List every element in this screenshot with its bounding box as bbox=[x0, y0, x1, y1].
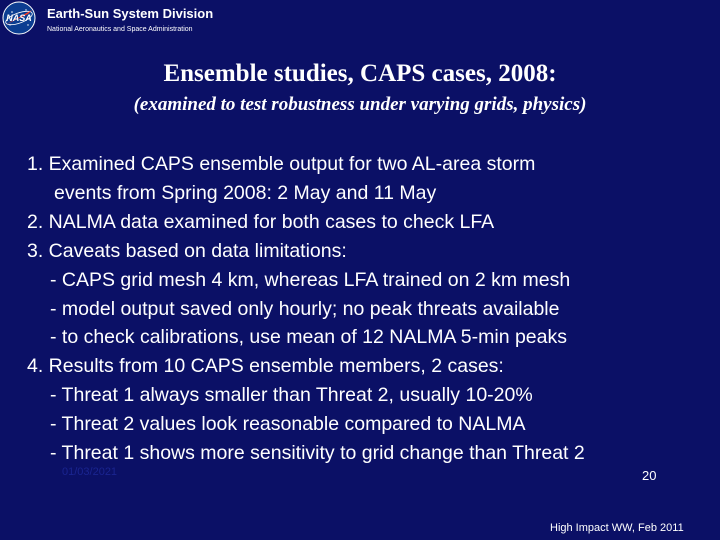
nasa-logo-icon bbox=[2, 1, 36, 35]
list-item-continuation: events from Spring 2008: 2 May and 11 May bbox=[54, 181, 437, 204]
sub-list-item: - Threat 1 shows more sensitivity to grid change than Threat 2 bbox=[50, 442, 585, 465]
agency-name: National Aeronautics and Space Administration bbox=[47, 26, 193, 33]
sub-list-item: - Threat 2 values look reasonable compared to NALMA bbox=[50, 413, 526, 436]
sub-list-item: - CAPS grid mesh 4 km, whereas LFA trained on 2 km mesh bbox=[50, 268, 571, 291]
list-item: 1. Examined CAPS ensemble output for two AL-area storm bbox=[27, 153, 536, 175]
logo-text: NASA bbox=[6, 13, 32, 23]
sub-list-item: - model output saved only hourly; no peak threats available bbox=[50, 297, 560, 320]
page-number: 20 bbox=[642, 468, 657, 483]
slide-title: Ensemble studies, CAPS cases, 2008: bbox=[163, 60, 557, 87]
list-item: 4. Results from 10 CAPS ensemble members, 2 cases: bbox=[27, 355, 504, 378]
footer-date: 01/03/2021 bbox=[62, 466, 118, 478]
division-name: Earth-Sun System Division bbox=[47, 6, 214, 21]
slide-subtitle: (examined to test robustness under varying grids, physics) bbox=[133, 94, 587, 115]
list-item: 2. NALMA data examined for both cases to check LFA bbox=[27, 210, 495, 233]
sub-list-item: - to check calibrations, use mean of 12 NALMA 5-min peaks bbox=[50, 326, 567, 349]
footer-event: High Impact WW, Feb 2011 bbox=[550, 522, 684, 534]
header bbox=[0, 0, 720, 40]
list-item: 3. Caveats based on data limitations: bbox=[27, 239, 347, 262]
sub-list-item: - Threat 1 always smaller than Threat 2, usually 10-20% bbox=[50, 384, 533, 407]
slide-body bbox=[27, 150, 717, 468]
